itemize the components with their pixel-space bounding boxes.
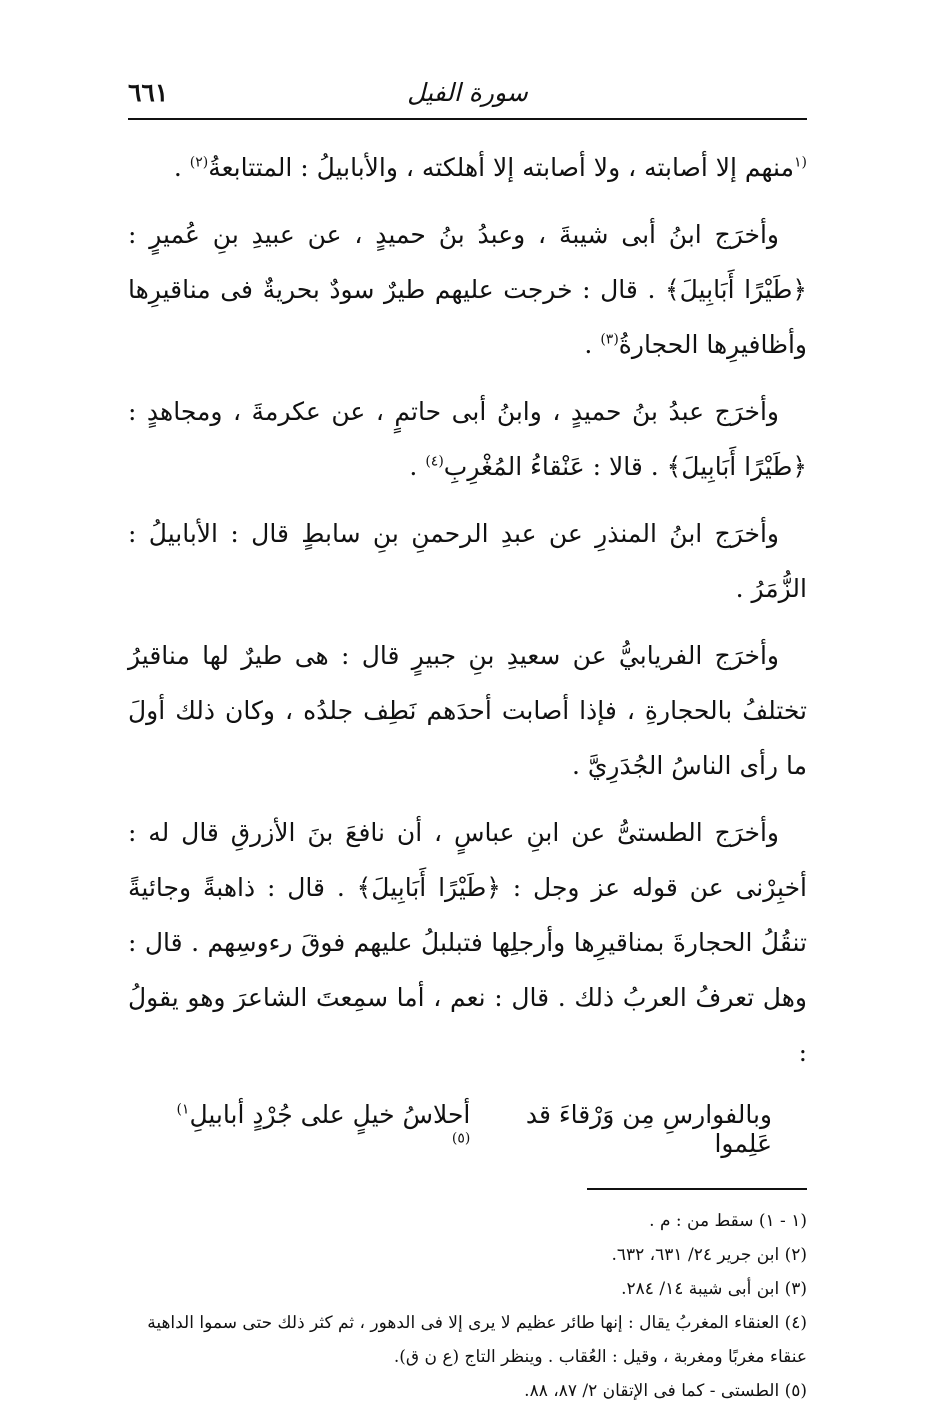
paragraph-6-text: وأخرَج الطستىُّ عن ابنِ عباسٍ ، أن نافعَ بنَ الأزرقِ قال له : أخبِرْنى عن قوله عز وجل : ﴿طَيْرًا أَبَابِيلَ﴾ . قال : ذاهبةً وجائيةً تنقُلُ الحجارةَ بمناقيرِها وأرجلِها فتبلبلُ عليهم فوقَ رءوسِهم . قال : وهل تعرفُ العربُ ذلك . قال : نعم ، أما سمِعتَ الشاعرَ وهو يقولُ : [128,818,807,1067]
verse-second-hemistich [168,1100,470,1158]
footnote-5: (٥) الطستى - كما فى الإتقان ٢/ ٨٧، ٨٨. [524,1381,807,1401]
main-text [128,140,807,1080]
paragraph-5-text: وأخرَج الفريابيُّ عن سعيدِ بنِ جبيرٍ قال : هى طيرٌ لها مناقيرُ تختلفُ بالحجارةِ ، فإذا أصابت أحدَهم نَطِف جلدُه ، وكان ذلك أولَ ما رأى الناسُ الجُدَرِيَّ . [128,641,807,780]
note-marker-4: (٤) [425,453,444,470]
paragraph-1-text: منهم إلا أصابته ، ولا أصابته إلا أهلكته ، والأبابيلُ : المتتابعةُ [208,153,794,182]
paragraph-3-period: . [409,452,418,481]
running-head [128,68,807,118]
note-marker-2: (٢) [189,154,209,171]
paragraph-6 [128,805,807,1080]
poetry-verse [128,1100,807,1158]
paragraph-5 [128,628,807,793]
note-marker-5: ١)(٥) [176,1101,471,1147]
paragraph-3-text: وأخرَج عبدُ بنُ حميدٍ ، وابنُ أبى حاتمٍ ، عن عكرمةَ ، ومجاهدٍ : ﴿طَيْرًا أَبَابِيلَ﴾ . قالا : عَنْقاءُ المُغْرِبِ [128,397,807,481]
footnote-rule [587,1188,807,1190]
note-marker-3: (٣) [600,331,619,348]
footnote-1: (١ - ١) سقط من : م . [649,1211,807,1231]
paragraph-3 [128,384,807,494]
note-marker-1-open: (١ [794,154,807,171]
paragraph-1-period: . [173,153,182,182]
page-number: ٦٦١ [128,78,169,107]
verse-first-hemistich: وبالفوارسِ مِن وَرْقاءَ قد عَلِموا [525,1100,772,1158]
paragraph-1 [128,140,807,195]
footnote-3: (٣) ابن أبى شيبة ١٤/ ٢٨٤. [621,1279,807,1299]
footnote-4: (٤) العنقاء المغربُ يقال : إنها طائر عظيم لا يرى إلا فى الدهور ، ثم كثر ذلك حتى سموا الداهية عنقاء مغربًا ومغربة ، وقيل : العُقاب . وينظر التاج (ع ن ق). [147,1313,807,1367]
header-rule [128,118,807,120]
paragraph-2 [128,207,807,372]
paragraph-4 [128,506,807,616]
footnotes [128,1204,807,1408]
surah-title: سورة الفيل [407,78,528,107]
paragraph-4-text: وأخرَج ابنُ المنذرِ عن عبدِ الرحمنِ بنِ سابطٍ قال : الأبابيلُ : الزُّمَرُ . [128,519,807,603]
paragraph-2-period: . [584,330,593,359]
footnote-2: (٢) ابن جرير ٢٤/ ٦٣١، ٦٣٢. [611,1245,807,1265]
verse-second-hemistich-text: أحلاسُ خيلٍ على جُرْدٍ أبابيلِ [189,1100,471,1129]
paragraph-2-text: وأخرَج ابنُ أبى شيبةَ ، وعبدُ بنُ حميدٍ ، عن عبيدِ بنِ عُميرٍ : ﴿طَيْرًا أَبَابِيلَ﴾ . قال : خرجت عليهم طيرٌ سودٌ بحريةٌ فى مناقيرِها وأظافيرِها الحجارةُ [128,220,807,359]
